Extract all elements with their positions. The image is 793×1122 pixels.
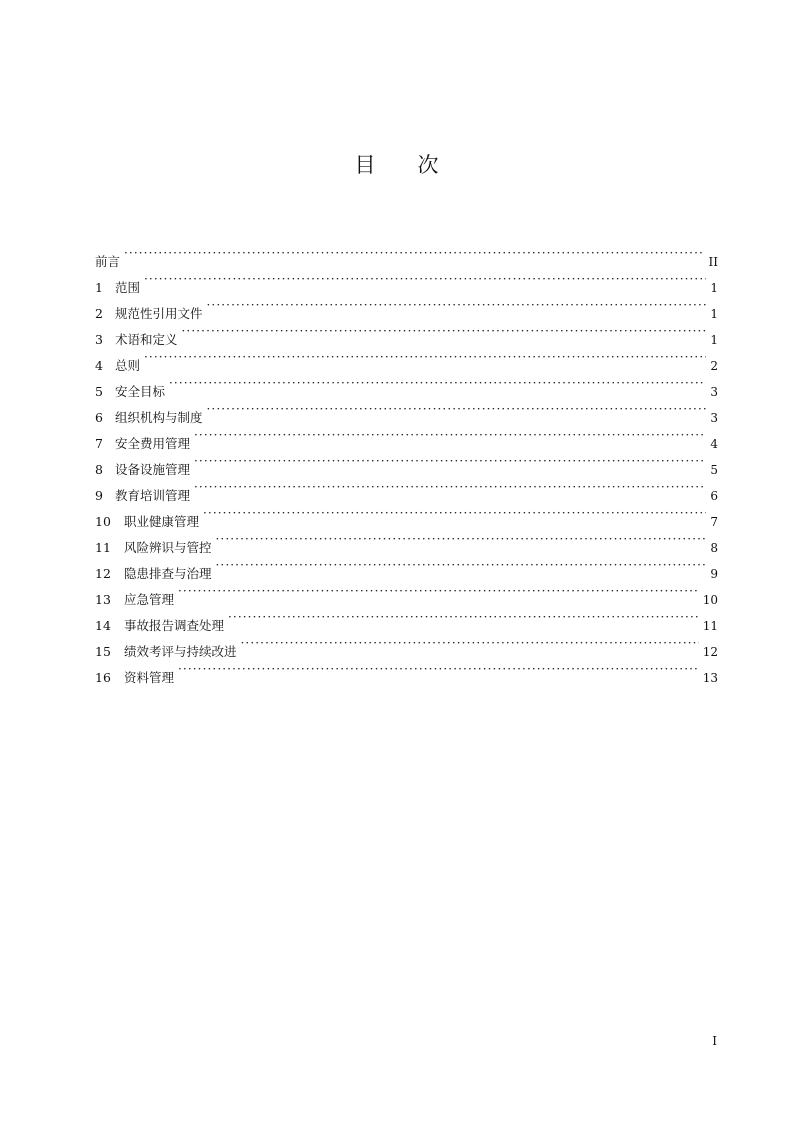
toc-leader-dots: [194, 422, 706, 448]
toc-entry[interactable]: [95, 578, 718, 607]
toc-entry-page: 3: [710, 411, 718, 425]
toc-leader-dots: [207, 292, 707, 318]
toc-entry-label: 术语和定义: [115, 332, 178, 347]
toc-leader-dots: [216, 552, 707, 578]
toc-entry-label: 规范性引用文件: [115, 306, 203, 321]
toc-entry-number: 15: [95, 644, 111, 659]
toc-entry-page: 1: [710, 307, 718, 321]
toc-leader-dots: [178, 578, 699, 604]
toc-leader-dots: [182, 318, 707, 344]
page-title: [0, 150, 793, 180]
toc-entry-label: 设备设施管理: [115, 462, 191, 477]
toc-entry-page: 1: [710, 281, 718, 295]
toc-entry-page: 9: [710, 567, 718, 581]
toc-entry-number: 2: [95, 306, 103, 321]
toc-entry-preface[interactable]: [95, 240, 718, 269]
toc-entry[interactable]: [95, 266, 718, 295]
toc-entry-label: 风险辨识与管控: [124, 540, 212, 555]
toc-entry-label: 职业健康管理: [124, 514, 200, 529]
toc-entry-page: 12: [702, 645, 718, 659]
toc-entry[interactable]: [95, 370, 718, 399]
toc-leader-dots: [124, 240, 705, 266]
toc-entry-label: 前言: [95, 254, 121, 269]
table-of-contents: [95, 240, 718, 685]
toc-entry-page: 5: [710, 463, 718, 477]
toc-entry-label: 绩效考评与持续改进: [124, 644, 237, 659]
toc-entry-page: 13: [702, 671, 718, 685]
toc-entry-number: 9: [95, 488, 103, 503]
toc-entry-number: 7: [95, 436, 103, 451]
toc-entry-page: II: [708, 255, 718, 269]
toc-entry-label: 教育培训管理: [115, 488, 191, 503]
toc-leader-dots: [241, 630, 699, 656]
toc-leader-dots: [144, 344, 706, 370]
toc-entry-number: 8: [95, 462, 103, 477]
toc-entry-number: 10: [95, 514, 111, 529]
toc-entry-number: 16: [95, 670, 111, 685]
toc-leader-dots: [203, 500, 706, 526]
toc-entry-page: 4: [710, 437, 718, 451]
toc-leader-dots: [207, 396, 707, 422]
toc-leader-dots: [216, 526, 707, 552]
toc-entry-label: 事故报告调查处理: [124, 618, 225, 633]
toc-entry-label: 资料管理: [124, 670, 175, 685]
toc-entry-page: 7: [710, 515, 718, 529]
toc-entry-number: 5: [95, 384, 103, 399]
toc-leader-dots: [178, 656, 699, 682]
title-char-1: 目: [354, 153, 376, 177]
toc-entry-page: 11: [702, 619, 718, 633]
toc-entry[interactable]: [95, 396, 718, 425]
title-char-2: 次: [417, 153, 439, 177]
page-number: I: [712, 1034, 717, 1048]
toc-entry-label: 安全费用管理: [115, 436, 191, 451]
toc-entry[interactable]: [95, 344, 718, 373]
toc-leader-dots: [169, 370, 706, 396]
toc-entry-page: 2: [710, 359, 718, 373]
toc-entry-page: 6: [710, 489, 718, 503]
toc-leader-dots: [194, 474, 706, 500]
toc-entry-number: 12: [95, 566, 111, 581]
toc-leader-dots: [194, 448, 706, 474]
toc-entry-page: 8: [710, 541, 718, 555]
toc-entry-number: 1: [95, 280, 103, 295]
toc-entry-label: 范围: [115, 280, 141, 295]
toc-entry[interactable]: [95, 318, 718, 347]
toc-entry-label: 总则: [115, 358, 141, 373]
toc-entry-number: 6: [95, 410, 103, 425]
toc-entry-number: 11: [95, 540, 111, 555]
toc-leader-dots: [144, 266, 706, 292]
toc-entry-label: 隐患排查与治理: [124, 566, 212, 581]
toc-entry-page: 3: [710, 385, 718, 399]
toc-entry-label: 组织机构与制度: [115, 410, 203, 425]
toc-entry-number: 4: [95, 358, 103, 373]
toc-entry[interactable]: [95, 604, 718, 633]
toc-entry-number: 13: [95, 592, 111, 607]
toc-entry-page: 1: [710, 333, 718, 347]
toc-entry[interactable]: [95, 656, 718, 685]
toc-entry-page: 10: [702, 593, 718, 607]
toc-entry-label: 应急管理: [124, 592, 175, 607]
toc-entry-number: 14: [95, 618, 111, 633]
toc-entry[interactable]: [95, 292, 718, 321]
toc-entry-label: 安全目标: [115, 384, 166, 399]
toc-leader-dots: [228, 604, 699, 630]
toc-entry-number: 3: [95, 332, 103, 347]
